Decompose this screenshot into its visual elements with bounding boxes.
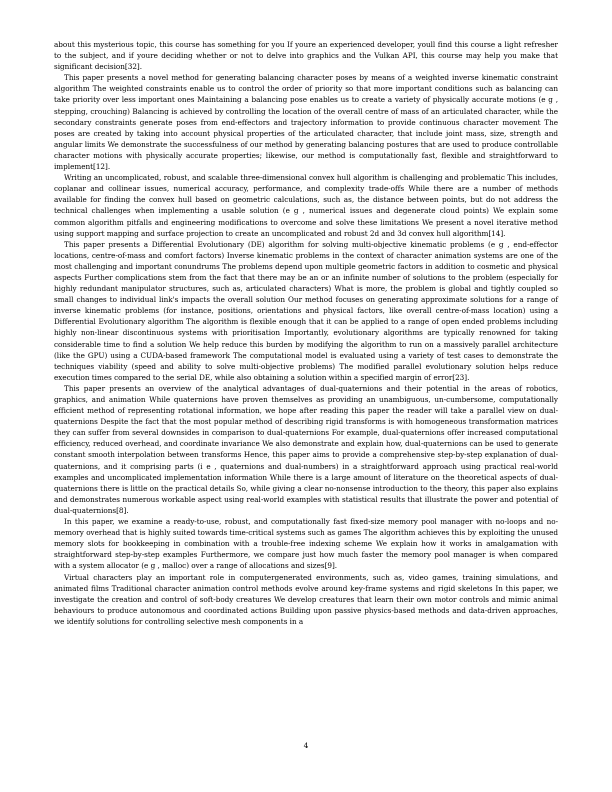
paragraph-continued: about this mysterious topic, this course has something for you If youre an experienced developer, youll find this course a light refresher to the subject, and if youre deciding whether or not to delve into graphics and the Vulkan API, this course may help you make that significant decision[32]. (54, 40, 558, 72)
body-text-column (54, 39, 558, 627)
paragraph-virtual-characters: Virtual characters play an important role in computergenerated environments, such as, video games, training simulations, and animated films Traditional character animation control methods evolve around key-frame systems and rigid skeletons In this paper, we investigate the creation and control of soft-body creatures We develop creatures that learn their own motor controls and mimic animal behaviours to produce autonomous and coordinated actions Building upon passive physics-based methods and data-driven approaches, we identify solutions for controlling selective mesh components in a (54, 572, 558, 626)
paragraph-dual-quaternions: This paper presents an overview of the analytical advantages of dual-quaternions and their potential in the areas of robotics, graphics, and animation While quaternions have proven themselves as providing an unambiguous, un-cumbersome, computationally efficient method of representing rotational information, we hope after reading this paper the reader will take a parallel view on dual-quaternions Despite the fact that the most popular method of describing rigid transforms is with homogeneous transformation matrices they can suffer from several downsides in comparison to dual-quaternions For example, dual-quaternions offer increased computational efficiency, reduced overhead, and coordinate invariance We also demonstrate and explain how, dual-quaternions can be used to generate constant smooth interpolation between transforms Hence, this paper aims to provide a comprehensive step-by-step explanation of dual-quaternions, and it comprising parts (i e , quaternions and dual-numbers) in a straightforward approach using practical real-world examples and uncomplicated implementation information While there is a large amount of literature on the theoretical aspects of dual-quaternions there is little on the practical details So, while giving a clear no-nonsense introduction to the theory, this paper also explains and demonstrates numerous workable aspect using real-world examples with statistical results that illustrate the power and potential of dual-quaternions[8]. (54, 383, 558, 515)
page-number: 4 (303, 741, 309, 750)
paragraph-memory-pool: In this paper, we examine a ready-to-use, robust, and computationally fast fixed-size memory pool manager with no-loops and no-memory overhead that is highly suited towards time-critical systems such as games The algorithm achieves this by exploiting the unused memory slots for bookkeeping in combination with a trouble-free indexing scheme We explain how it works in amalgamation with straightforward step-by-step examples Furthermore, we compare just how much faster the memory pool manager is when compared with a system allocator (e g , malloc) over a range of allocations and sizes[9]. (54, 517, 558, 571)
paragraph-convex-hull: Writing an uncomplicated, robust, and scalable three-dimensional convex hull algorithm is challenging and problematic This includes, coplanar and collinear issues, numerical accuracy, performance, and complexity trade-offs While there are a number of methods available for finding the convex hull based on geometric calculations, such as, the distance between points, but do not address the technical challenges when implementing a usable solution (e g , numerical issues and degenerate cloud points) We explain some common algorithm pitfalls and engineering modifications to overcome and solve these limitations We present a novel iterative method using support mapping and surface projection to create an uncomplicated and robust 2d and 3d convex hull algorithm[14]. (54, 173, 558, 238)
paragraph-differential-evolution: This paper presents a Differential Evolutionary (DE) algorithm for solving multi-objective kinematic problems (e g , end-effector locations, centre-of-mass and comfort factors) Inverse kinematic problems in the context of character animation systems are one of the most challenging and important conundrums The problems depend upon multiple geometric factors in addition to cosmetic and physical aspects Further complications stem from the fact that there may be an or an infinite number of solutions to the problem (especially for highly redundant manipulator structures, such as, articulated characters) What is more, the problem is global and tightly coupled so small changes to individual link's impacts the overall solution Our method focuses on generating approximate solutions for a range of inverse kinematic problems (for instance, positions, orientations and physical factors, like overall centre-of-mass location) using a Differential Evolutionary algorithm The algorithm is flexible enough that it can be applied to a range of open ended problems including highly non-linear discontinuous systems with prioritisation Importantly, evolutionary algorithms are typically renowned for taking considerable time to find a solution We help reduce this burden by modifying the algorithm to run on a massively parallel architecture (like the GPU) using a CUDA-based framework The computational model is evaluated using a variety of test cases to demonstrate the techniques viability (speed and ability to solve multi-objective problems) The modified parallel evolutionary solution helps reduce execution times compared to the serial DE, while also obtaining a solution within a specified margin of error[23]. (54, 239, 558, 382)
paragraph-balancing-poses: This paper presents a novel method for generating balancing character poses by means of a weighted inverse kinematic constraint algorithm The weighted constraints enable us to control the order of priority so that more important conditions such as balancing can take priority over less important ones Maintaining a balancing pose enables us to create a variety of physically accurate motions (e g , stepping, crouching) Balancing is achieved by controlling the location of the overall centre of mass of an articulated character, while the secondary constraints generate poses from end-effectors and trajectory information to provide continuous character movement The poses are created by taking into account physical properties of the articulated character, that include joint mass, size, strength and angular limits We demonstrate the successfulness of our method by generating balancing postures that are used to produce controllable character motions with physically accurate properties; likewise, our method is computationally fast, flexible and straightforward to implement[12]. (54, 73, 558, 172)
